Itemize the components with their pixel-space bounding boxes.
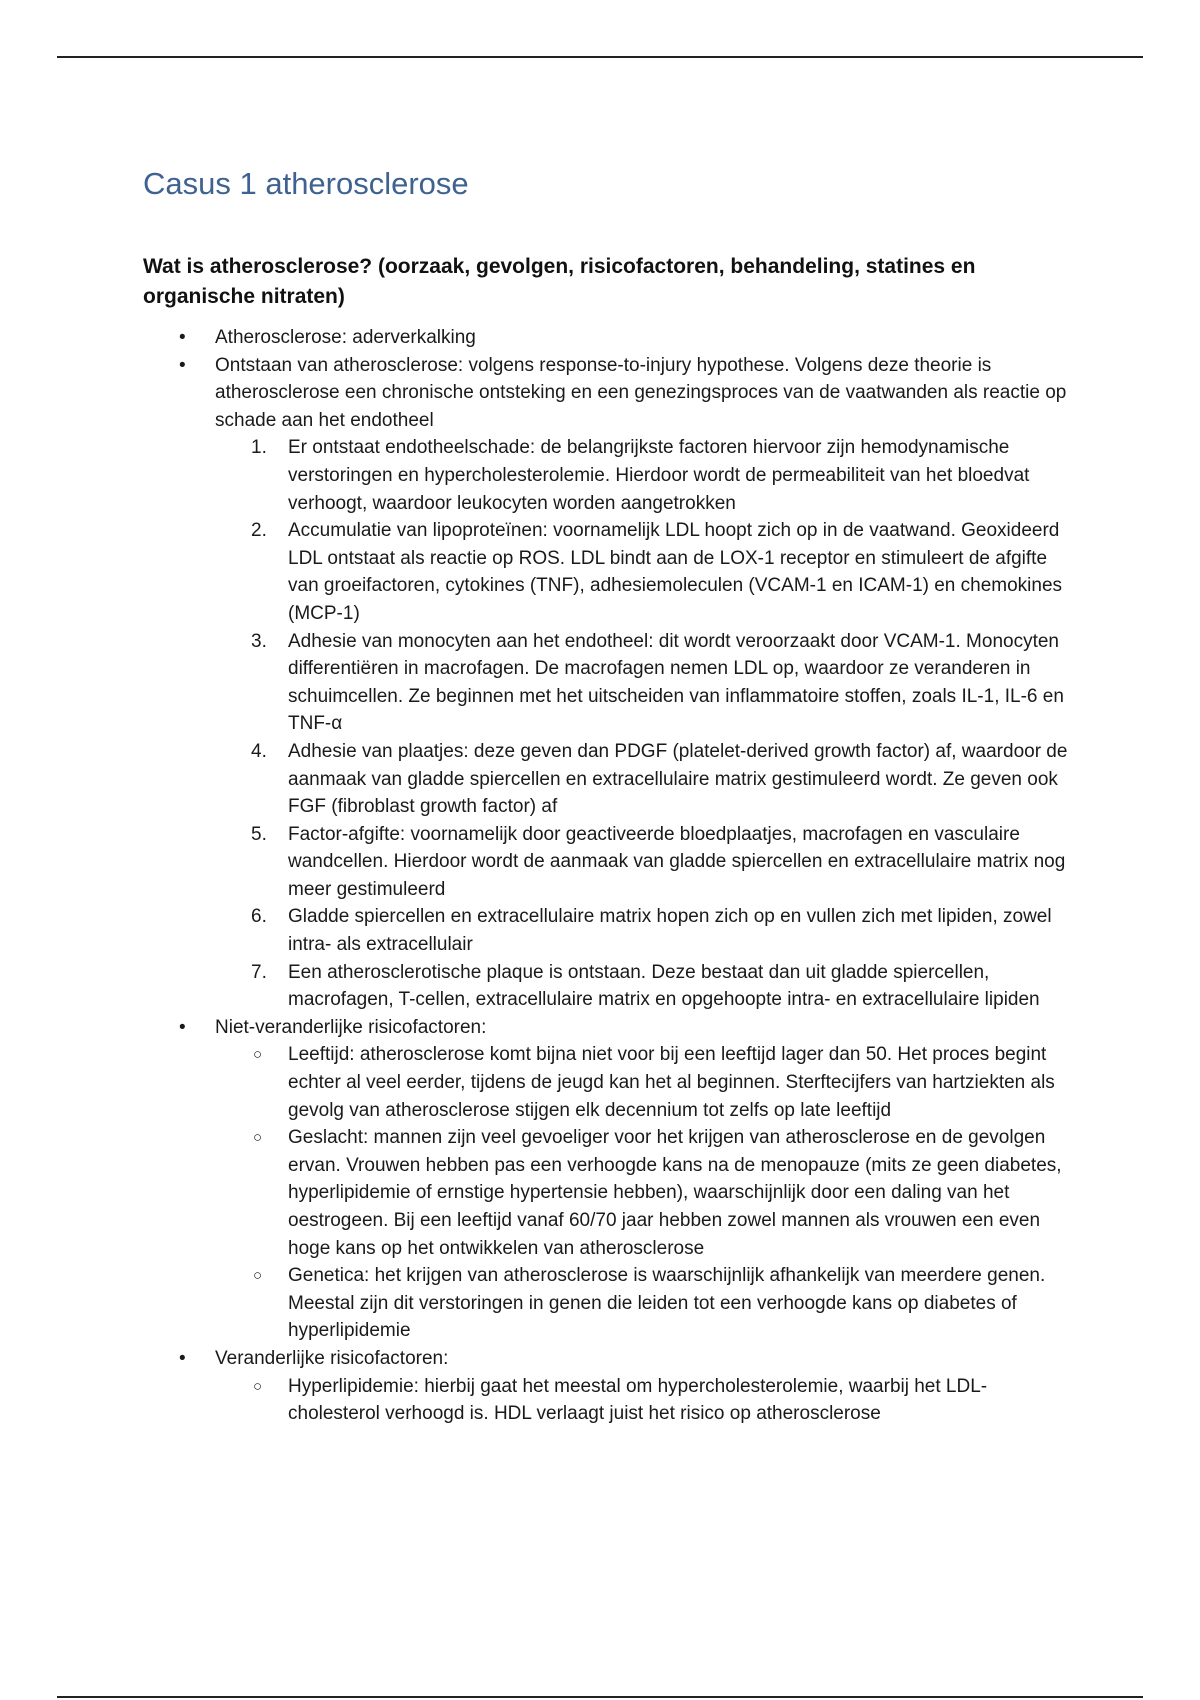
step-text: Een atherosclerotische plaque is ontstaan. Deze bestaat dan uit gladde spiercellen, macrofagen, T-cellen, extracellulaire matrix en opgehoopte intra- en extracellulaire lipiden <box>288 961 1040 1011</box>
sub-bullet-marker: ○ <box>253 1046 263 1064</box>
list-item <box>215 1041 1073 1124</box>
sub-bullet-text: Genetica: het krijgen van atherosclerose is waarschijnlijk afhankelijk van meerdere genen. Meestal zijn dit verstoringen in genen die leiden tot een verhoogde kans op diabetes of hyperlipidemie <box>288 1265 1046 1342</box>
list-item <box>215 628 1073 738</box>
step-number: 4. <box>251 740 267 762</box>
header-rule <box>57 56 1143 58</box>
list-item <box>215 959 1073 1014</box>
list-item <box>143 1014 1073 1345</box>
sub-bullet-marker: ○ <box>253 1129 263 1147</box>
sub-bullet-text: Hyperlipidemie: hierbij gaat het meestal om hypercholesterolemie, waarbij het LDL-cholesterol verhoogd is. HDL verlaagt juist het risico op atherosclerose <box>288 1375 988 1425</box>
step-text: Adhesie van monocyten aan het endotheel: dit wordt veroorzaakt door VCAM-1. Monocyten differentiëren in macrofagen. De macrofagen nemen LDL op, waardoor ze veranderen in schuimcellen. Ze beginnen met het uitscheiden van inflammatoire stoffen, zoals IL-1, IL-6 en TNF-α <box>288 630 1064 735</box>
steps-list <box>215 434 1073 1013</box>
non-modifiable-risk-list <box>215 1041 1073 1345</box>
document-title: Casus 1 atherosclerose <box>143 166 469 201</box>
sub-bullet-marker: ○ <box>253 1377 263 1395</box>
step-number: 2. <box>251 520 267 542</box>
bullet-marker: • <box>179 1016 186 1038</box>
sub-bullet-marker: ○ <box>253 1267 263 1285</box>
step-text: Accumulatie van lipoproteïnen: voornamelijk LDL hoopt zich op in de vaatwand. Geoxideerd LDL ontstaat als reactie op ROS. LDL bindt aan de LOX-1 receptor en stimuleert de afgifte van groeifactoren, cytokines (TNF), adhesiemoleculen (VCAM-1 en ICAM-1) en chemokines (MCP-1) <box>288 520 1063 624</box>
list-item <box>143 352 1073 1014</box>
step-number: 7. <box>251 961 267 983</box>
list-item <box>215 1124 1073 1262</box>
modifiable-risk-list <box>215 1373 1073 1428</box>
list-item <box>143 1345 1073 1428</box>
list-item <box>215 738 1073 821</box>
list-item <box>215 434 1073 517</box>
sub-bullet-text: Leeftijd: atherosclerose komt bijna niet voor bij een leeftijd lager dan 50. Het proces begint echter al veel eerder, tijdens de jeugd kan het al beginnen. Sterftecijfers van hartziekten als gevolg van atherosclerose stijgen elk decennium tot zelfs op late leeftijd <box>288 1044 1055 1121</box>
bullet-marker: • <box>179 327 186 348</box>
sub-bullet-text: Geslacht: mannen zijn veel gevoeliger voor het krijgen van atherosclerose en de gevolgen ervan. Vrouwen hebben pas een verhoogde kans na de menopauze (mits ze geen diabetes, hyperlipidemie of ernstige hypertensie hebben), waarschijnlijk door een daling van het oestrogeen. Bij een leeftijd vanaf 60/70 jaar hebben zowel mannen als vrouwen een even hoge kans op het ontwikkelen van atherosclerose <box>288 1127 1062 1259</box>
bullet-text: Niet-veranderlijke risicofactoren: <box>215 1016 487 1038</box>
question-heading: Wat is atherosclerose? (oorzaak, gevolgen, risicofactoren, behandeling, statines en organische nitraten) <box>143 255 976 308</box>
bullet-marker: • <box>179 1347 186 1369</box>
document-body <box>143 164 1073 1428</box>
step-text: Er ontstaat endotheelschade: de belangrijkste factoren hiervoor zijn hemodynamische verstoringen en hypercholesterolemie. Hierdoor wordt de permeabiliteit van het bloedvat verhoogt, waardoor leukocyten worden aangetrokken <box>288 437 1030 514</box>
bullet-text: Veranderlijke risicofactoren: <box>215 1347 449 1369</box>
step-number: 5. <box>251 823 267 845</box>
list-item <box>215 821 1073 904</box>
list-item <box>215 517 1073 627</box>
bullet-marker: • <box>179 354 186 376</box>
footer-rule <box>57 1696 1143 1698</box>
list-item <box>143 324 1073 352</box>
list-item <box>215 903 1073 958</box>
step-number: 3. <box>251 630 267 652</box>
bullet-text: Atherosclerose: aderverkalking <box>215 327 476 348</box>
step-number: 1. <box>251 437 267 459</box>
list-item <box>215 1373 1073 1428</box>
step-text: Factor-afgifte: voornamelijk door geactiveerde bloedplaatjes, macrofagen en vasculaire wandcellen. Hierdoor wordt de aanmaak van gladde spiercellen en extracellulaire matrix nog meer gestimuleerd <box>288 823 1066 900</box>
main-bullet-list <box>143 324 1073 1428</box>
bullet-text: Ontstaan van atherosclerose: volgens response-to-injury hypothese. Volgens deze theorie is atherosclerose een chronische ontsteking en een genezingsproces van de vaatwanden als reactie op schade aan het endotheel <box>215 354 1067 431</box>
step-number: 6. <box>251 906 267 928</box>
list-item <box>215 1262 1073 1345</box>
step-text: Adhesie van plaatjes: deze geven dan PDGF (platelet-derived growth factor) af, waardoor de aanmaak van gladde spiercellen en extracellulaire matrix gestimuleerd wordt. Ze geven ook FGF (fibroblast growth factor) af <box>288 740 1068 818</box>
step-text: Gladde spiercellen en extracellulaire matrix hopen zich op en vullen zich met lipiden, zowel intra- als extracellulair <box>288 906 1052 956</box>
